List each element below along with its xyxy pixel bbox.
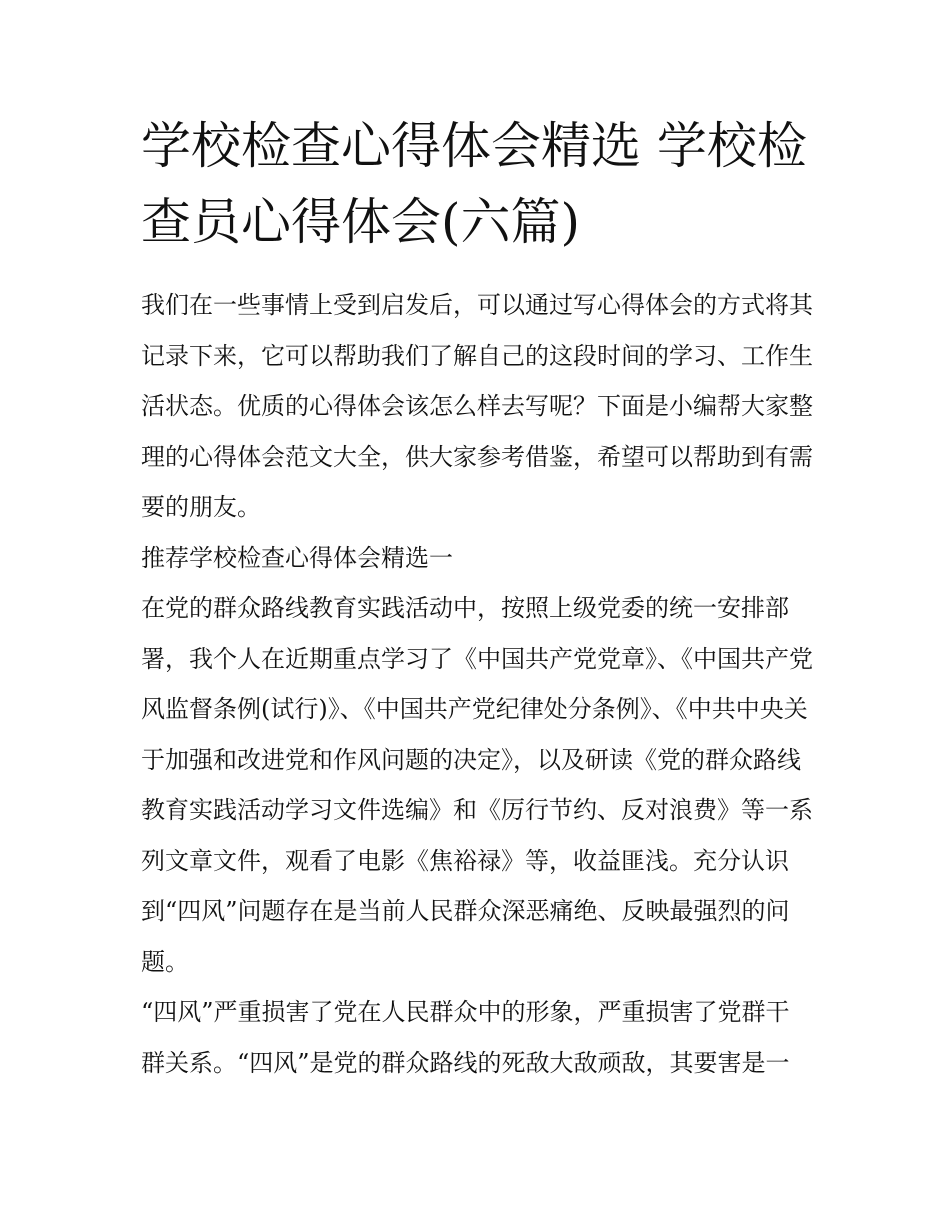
body-paragraph-1: 在党的群众路线教育实践活动中，按照上级党委的统一安排部署，我个人在近期重点学习了《中国共产党党章》、《中国共产党风监督条例(试行)》、《中国共产党纪律处分条例》、《中共中央关于加强和改进党和作风问题的决定》，以及研读《党的群众路线教育实践活动学习文件选编》和《厉行节约、反对浪费》等一系列文章文件，观看了电影《焦裕禄》等，收益匪浅。充分认识到“四风”问题存在是当前人民群众深恶痛绝、反映最强烈的问题。: [141, 594, 813, 976]
document-title: 学校检查心得体会精选 学校检查员心得体会(六篇): [141, 117, 807, 251]
section-heading: 推荐学校检查心得体会精选一: [141, 543, 453, 572]
intro-paragraph: 我们在一些事情上受到启发后，可以通过写心得体会的方式将其记录下来，它可以帮助我们了解自己的这段时间的学习、工作生活状态。优质的心得体会该怎么样去写呢？下面是小编帮大家整理的心得体会范文大全，供大家参考借鉴，希望可以帮助到有需要的朋友。: [141, 291, 813, 521]
document-body: [141, 108, 813, 1088]
body-paragraph-2: “四风”严重损害了党在人民群众中的形象，严重损害了党群干群关系。“四风”是党的群众路线的死敌大敌顽敌，其要害是一: [141, 998, 790, 1077]
